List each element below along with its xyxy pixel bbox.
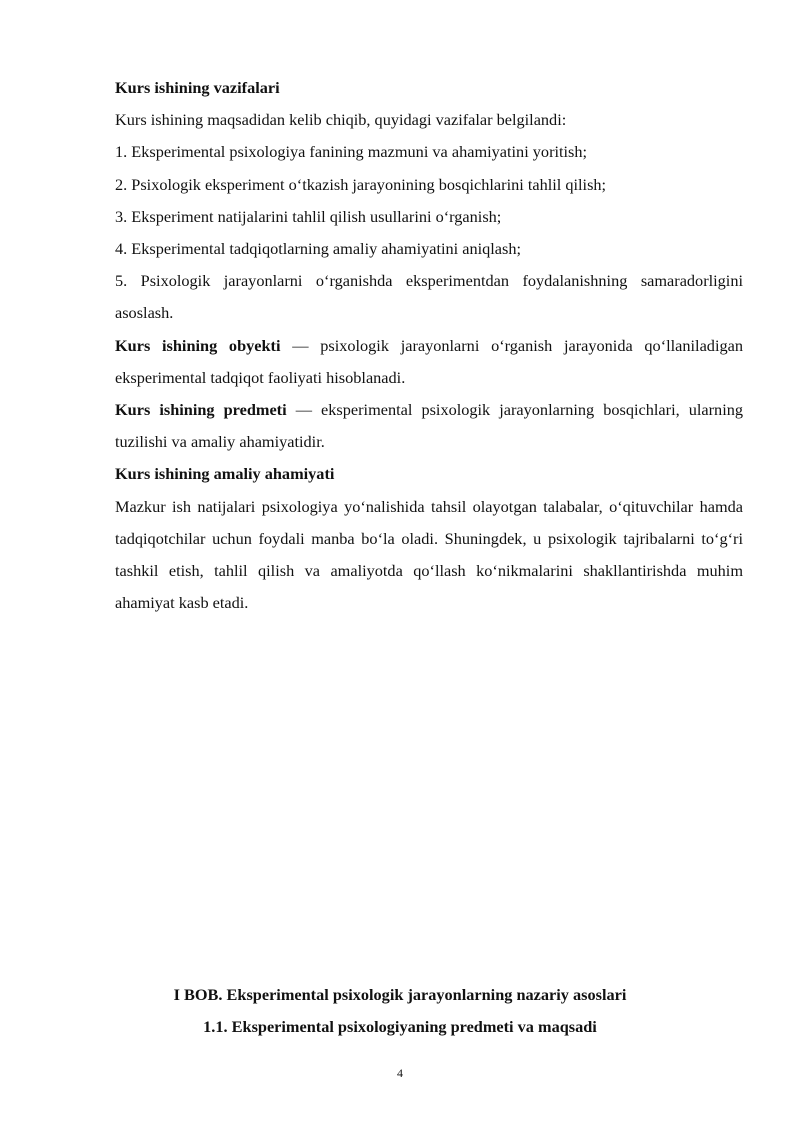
practical-paragraph: Mazkur ish natijalari psixologiya yo‘nalishida tahsil olayotgan talabalar, o‘qituvchilar hamda tadqiqotchilar uchun foydali manba bo‘la oladi. Shuningdek, u psixologik tajribalarni to‘g‘ri tashkil etish, tahlil qilish va amaliyotda qo‘llash ko‘nikmalarini shakllantirishda muhim ahamiyat kasb etadi.	[115, 496, 743, 613]
section-heading-tasks: Kurs ishining vazifalari	[115, 78, 280, 97]
task-item: 2. Psixologik eksperiment o‘tkazish jarayonining bosqichlarini tahlil qilish;	[115, 174, 607, 194]
task-item: 5. Psixologik jarayonlarni o‘rganishda eksperimentdan foydalanishning samaradorligini asoslash.	[115, 271, 743, 323]
task-item: 3. Eksperiment natijalarini tahlil qilish usullarini o‘rganish;	[115, 206, 502, 226]
subject-text: — eksperimental psixologik jarayonlarning bosqichlari, ularning tuzilishi va amaliy ahamiyatidir.	[115, 400, 743, 452]
object-label: Kurs ishining obyekti	[115, 335, 281, 355]
object-text: — psixologik jarayonlarni o‘rganish jarayonida qo‘llaniladigan eksperimental tadqiqot faoliyati hisoblanadi.	[115, 335, 743, 387]
page-number: 4	[397, 1066, 403, 1080]
task-item: 4. Eksperimental tadqiqotlarning amaliy ahamiyatini aniqlash;	[115, 239, 522, 259]
section-title: 1.1. Eksperimental psixologiyaning predmeti va maqsadi	[203, 1017, 597, 1036]
subject-label: Kurs ishining predmeti	[115, 400, 287, 420]
section-heading-practical: Kurs ishining amaliy ahamiyati	[115, 464, 335, 484]
body-text	[115, 72, 743, 619]
object-paragraph	[115, 330, 743, 394]
subject-paragraph	[115, 394, 743, 458]
task-item: 1. Eksperimental psixologiya fanining mazmuni va ahamiyatini yoritish;	[115, 142, 588, 162]
chapter-title: I BOB. Eksperimental psixologik jarayonlarning nazariy asoslari	[173, 985, 627, 1004]
tasks-intro: Kurs ishining maqsadidan kelib chiqib, quyidagi vazifalar belgilandi:	[115, 110, 567, 130]
